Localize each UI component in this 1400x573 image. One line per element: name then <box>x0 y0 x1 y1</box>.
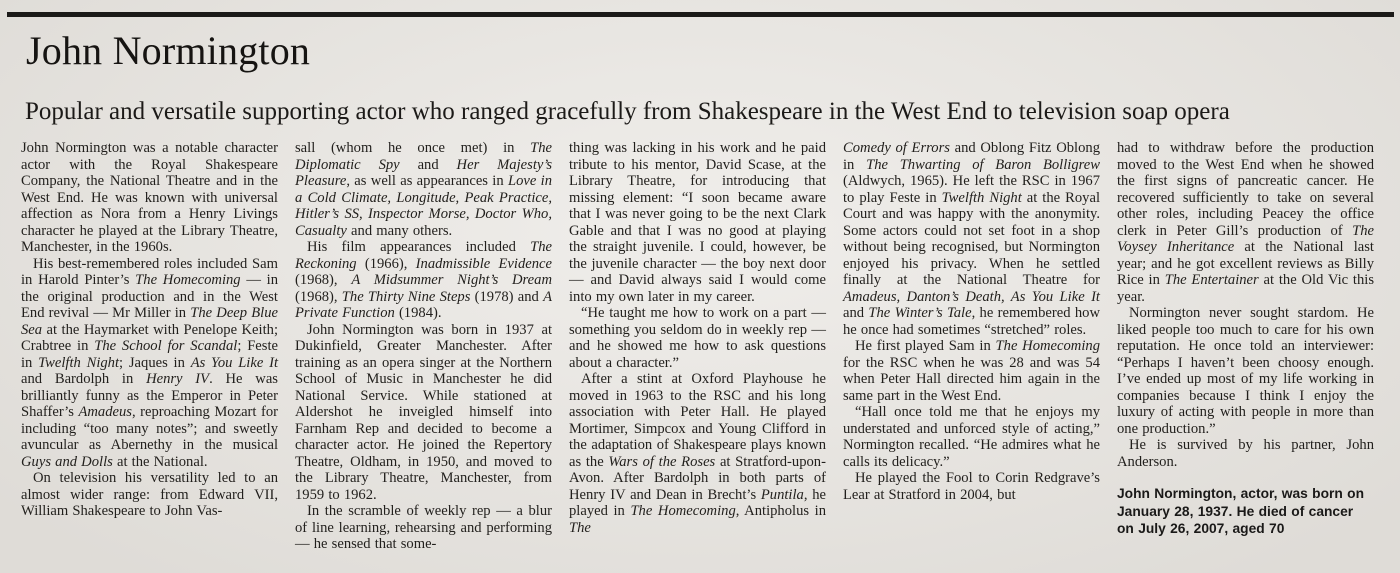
title-italic-text: The Voysey Inheritance <box>1117 222 1374 255</box>
body-text: In the scramble of weekly rep — a blur of line learning, rehearsing and performing — he sensed that some- <box>295 503 552 552</box>
column-1 <box>21 140 278 553</box>
headline: John Normington <box>26 28 311 73</box>
body-text: He played the Fool to Corin Redgrave’s Lear at Stratford in 2004, but <box>843 470 1100 503</box>
title-italic-text: The Thirty Nine Steps <box>341 288 471 305</box>
article-paragraph <box>843 470 1100 503</box>
body-text: for the RSC when he was 28 and was 54 when Peter Hall directed him again in the same part in the West End. <box>843 354 1100 404</box>
body-text: Normington never sought stardom. He liked people too much to care for his own reputation. He once told an interviewer: “Perhaps I haven’t been choosy enough. I’ve ended up most of my life working in companies because I think I enjoy the luxury of acting with people in more than one production.” <box>1117 305 1374 437</box>
column-4 <box>843 140 1100 553</box>
title-italic-text: The School for Scandal <box>94 338 238 354</box>
title-italic-text: The Winter’s Tale <box>868 305 972 321</box>
article-paragraph <box>295 503 552 553</box>
body-text: John Normington was born in 1937 at Dukinfield, Greater Manchester. After training as an opera singer at the Northern School of Music in Manchester he did National Service. While stationed at Aldershot he inveigled himself into Farnham Rep and decided to become a character actor. He joined the Repertory Theatre, Oldham, in 1950, and moved to the Library Theatre, Manchester, from 1959 to 1962. <box>295 321 552 503</box>
article-paragraph <box>21 140 278 256</box>
body-text: (1968), <box>295 288 342 305</box>
article-paragraph <box>21 256 278 471</box>
body-text: and many others. <box>346 222 453 239</box>
article-body <box>21 140 1374 553</box>
body-text: at Stratford-upon-Avon. After Bardolph in both parts of Henry IV and Dean in Brecht’s <box>569 453 826 503</box>
title-italic-text: Twelfth Night <box>38 354 120 371</box>
body-text: After a stint at Oxford Playhouse he moved in 1963 to the RSC and his long association with Peter Hall. He played Mortimer, Simpcox and Young Clifford in the adaptation of Shakespeare plays known as the <box>569 371 826 470</box>
body-text: (1966), <box>356 255 416 272</box>
title-italic-text: The Homecoming <box>135 272 241 288</box>
article-paragraph <box>1117 305 1374 437</box>
body-text: (1978) and <box>470 288 544 305</box>
title-italic-text: Amadeus, Danton’s Death, As You Like It <box>843 288 1100 305</box>
article-paragraph <box>1117 140 1374 305</box>
title-italic-text: The Thwarting of Baron Bolligrew <box>866 156 1100 173</box>
body-text: “He taught me how to work on a part — something you seldom do in weekly rep — and he showed me how to ask questions about a character.” <box>569 305 826 371</box>
title-italic-text: Guys and Dolls <box>21 453 113 470</box>
body-text: “Hall once told me that he enjoys my understated and unforced style of acting,” Normington recalled. “He admires what he calls its delicacy.” <box>843 404 1100 470</box>
body-text: ; Jaques in <box>119 354 191 371</box>
body-text: at the Royal Court and was happy with the anonymity. Some actors could not set foot in a shop without being recognised, but Normington enjoyed his privacy. When he settled finally at the National Theatre for <box>843 189 1100 288</box>
title-italic-text: Comedy of Errors <box>843 140 950 156</box>
title-italic-text: The <box>569 519 591 536</box>
title-italic-text: A Midsummer Night’s Dream <box>351 272 552 288</box>
title-italic-text: The Entertainer <box>1164 272 1259 288</box>
article-paragraph <box>1117 437 1374 470</box>
article-paragraph <box>843 338 1100 404</box>
body-text: His best-remembered roles included Sam in Harold Pinter’s <box>21 255 278 288</box>
body-text: His film appearances included <box>307 239 531 255</box>
title-italic-text: The Diplomatic Spy <box>295 140 552 173</box>
body-text: had to withdraw before the production moved to the West End when he showed the first signs of pancreatic cancer. He recovered sufficiently to take on several other roles, including Peacey the office clerk in Peter Gill’s production of <box>1117 140 1374 239</box>
body-text: , reproaching Mozart for including “too many notes”; and sweetly avuncular as Abernethy in the musical <box>21 404 278 453</box>
title-italic-text: Henry IV <box>146 371 210 387</box>
body-text: at the National last year; and he got excellent reviews as Billy Rice in <box>1117 239 1374 288</box>
column-5 <box>1117 140 1374 553</box>
body-text: and <box>843 305 869 321</box>
body-text: , Antipholus in <box>735 503 826 519</box>
column-3 <box>569 140 826 553</box>
body-text: On television his versatility led to an almost wider range: from Edward VII, William Shakespeare to John Vas- <box>21 470 278 519</box>
article-paragraph <box>569 305 826 371</box>
body-text: and <box>399 156 457 173</box>
article-paragraph <box>569 140 826 305</box>
article-paragraph <box>295 322 552 504</box>
body-text: ; Feste in <box>21 338 279 371</box>
body-text: and Bardolph in <box>21 371 147 387</box>
title-italic-text: Twelfth Night <box>941 189 1022 206</box>
body-text: (1968), <box>295 272 352 288</box>
body-text: and Oblong Fitz Oblong in <box>843 140 1101 173</box>
body-text: , he remembered how he once had sometimes “stretched” roles. <box>843 305 1100 338</box>
newspaper-obituary-page <box>0 12 1400 553</box>
body-text: (1984). <box>394 305 442 321</box>
body-text: (Aldwych, 1965). He left the RSC in 1967 to play Feste in <box>843 173 1100 206</box>
article-paragraph <box>843 404 1100 470</box>
title-italic-text: As You Like It <box>190 354 279 371</box>
body-text: at the National. <box>112 453 208 470</box>
body-text: at the Haymarket with Penelope Keith; Crabtree in <box>21 321 278 354</box>
title-italic-text: The Reckoning <box>295 239 552 272</box>
article-paragraph <box>21 470 278 520</box>
title-italic-text: Amadeus <box>78 404 132 420</box>
signoff-paragraph <box>1117 485 1374 538</box>
body-text: — in the original production and in the West End revival — Mr Miller in <box>21 272 278 321</box>
body-text: sall (whom he once met) in <box>295 140 531 156</box>
article-paragraph <box>569 371 826 536</box>
body-text: . He was brilliantly funny as the Emperor in Peter Shaffer’s <box>21 371 278 420</box>
body-text: at the Old Vic this year. <box>1117 272 1374 305</box>
article-paragraph <box>295 239 552 322</box>
top-rule <box>7 12 1394 17</box>
title-italic-text: Her Majesty’s Pleasure <box>295 156 553 189</box>
article-paragraph <box>843 140 1100 338</box>
title-italic-text: Wars of the Roses <box>608 453 716 470</box>
body-text: He is survived by his partner, John Anderson. <box>1117 437 1374 470</box>
title-italic-text: The Homecoming <box>630 503 736 519</box>
column-2 <box>295 140 552 553</box>
body-text: John Normington was a notable character actor with the Royal Shakespeare Company, the National Theatre and in the West End. He was known with universal affection as Nora from a Henry Livings character he played at the Library Theatre, Manchester, in the 1960s. <box>21 140 278 255</box>
body-text: thing was lacking in his work and he paid tribute to his mentor, David Scase, at the Library Theatre, for introducing that missing element: “I soon became aware that I was never going to be the next Clark Gable and that I was no good at playing the straight juvenile. I could, however, be the juvenile character — the boy next door — and David always said I would come into my own later in my career. <box>569 140 826 305</box>
title-italic-text: The Deep Blue Sea <box>21 305 278 338</box>
body-text: John Normington, actor, was born on January 28, 1937. He died of cancer on July 26, 2007, aged 70 <box>1117 486 1365 536</box>
body-text: He first played Sam in <box>855 338 996 354</box>
body-text: , as well as appearances in <box>346 173 508 189</box>
article-paragraph <box>295 140 552 239</box>
title-italic-text: Puntila <box>760 486 804 503</box>
title-italic-text: Inadmissible Evidence <box>415 255 552 272</box>
title-italic-text: The Homecoming <box>995 338 1100 354</box>
body-text: , he played in <box>569 486 826 519</box>
title-italic-text: Love in a Cold Climate, Longitude, Peak Practice, Hitler’s SS, Inspector Morse, Doctor Who, Casualty <box>295 173 553 239</box>
title-italic-text: A Private Function <box>295 288 552 321</box>
standfirst: Popular and versatile supporting actor who ranged gracefully from Shakespeare in the West End to television soap opera <box>25 98 1230 125</box>
